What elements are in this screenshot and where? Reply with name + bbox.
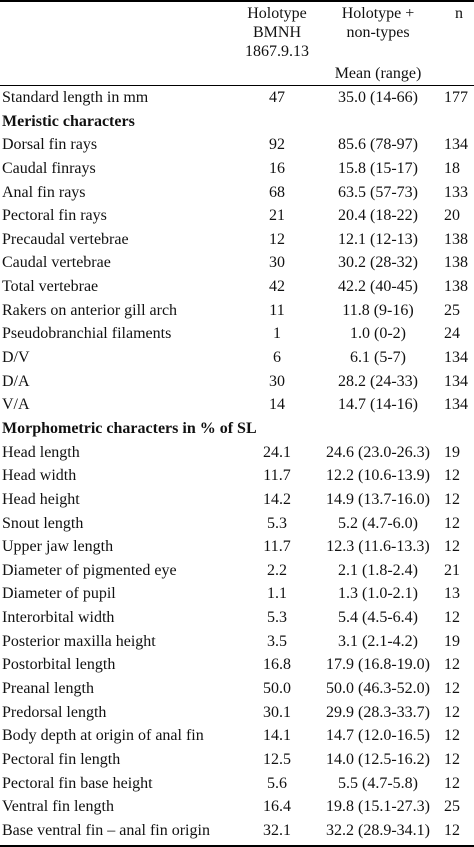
header-holotype-line3: 1867.9.13 xyxy=(245,43,309,60)
holotype-value: 21 xyxy=(269,207,285,225)
sample-size-value: 177 xyxy=(444,89,468,106)
table-row xyxy=(0,819,474,843)
bottom-rule xyxy=(0,845,474,847)
mean-range-value: 17.9 (16.8-19.0) xyxy=(326,656,430,674)
mean-range-value: 42.2 (40-45) xyxy=(338,278,418,296)
sample-size-value: 133 xyxy=(444,183,468,201)
mean-range-value: 14.7 (14-16) xyxy=(338,396,418,414)
table-row xyxy=(0,204,474,228)
sample-size-value: 12 xyxy=(444,514,460,532)
holotype-value: 12.5 xyxy=(263,750,291,768)
character-label: Rakers on anterior gill arch xyxy=(2,301,178,319)
character-label: Ventral fin length xyxy=(2,798,114,816)
character-label: Diameter of pupil xyxy=(2,585,116,603)
character-label: Upper jaw length xyxy=(2,538,114,556)
mean-range-value: 20.4 (18-22) xyxy=(338,207,418,225)
mean-range-value: 12.3 (11.6-13.3) xyxy=(326,538,430,556)
section-heading-row xyxy=(0,110,474,134)
table-row xyxy=(0,86,474,110)
character-label: Head height xyxy=(2,490,80,508)
holotype-value: 68 xyxy=(269,183,285,201)
holotype-value: 16.4 xyxy=(263,798,291,816)
sample-size-value: 19 xyxy=(444,632,460,650)
table-row xyxy=(0,393,474,417)
character-label: Pectoral fin base height xyxy=(2,774,153,792)
mean-range-value: 6.1 (5-7) xyxy=(350,349,406,367)
table-row xyxy=(0,724,474,748)
mean-range-value: 29.9 (28.3-33.7) xyxy=(326,703,430,721)
character-label: Pectoral fin rays xyxy=(2,207,107,225)
sample-size-value: 12 xyxy=(444,467,460,485)
sample-size-value: 18 xyxy=(444,159,460,177)
character-label: Standard length in mm xyxy=(2,89,149,106)
table-row xyxy=(0,653,474,677)
holotype-value: 50.0 xyxy=(263,680,291,698)
table-row xyxy=(0,299,474,323)
character-label: Anal fin rays xyxy=(2,183,86,201)
sample-size-value: 12 xyxy=(444,821,460,839)
character-label: Body depth at origin of anal fin xyxy=(2,727,204,745)
holotype-value: 11.7 xyxy=(263,467,291,485)
mean-range-value: 30.2 (28-32) xyxy=(338,254,418,272)
holotype-value: 14.2 xyxy=(263,490,291,508)
mean-range-value: 1.3 (1.0-2.1) xyxy=(338,585,418,603)
table-row xyxy=(0,748,474,772)
mean-range-value: 12.1 (12-13) xyxy=(338,230,418,248)
holotype-value: 42 xyxy=(269,278,285,296)
sample-size-value: 12 xyxy=(444,609,460,627)
sample-size-value: 12 xyxy=(444,490,460,508)
header-holotype-nontypes xyxy=(318,4,438,42)
mean-range-value: 5.2 (4.7-6.0) xyxy=(338,514,418,532)
character-label: Pectoral fin length xyxy=(2,750,121,768)
sample-size-value: 138 xyxy=(444,278,468,296)
holotype-value: 11.7 xyxy=(263,538,291,556)
holotype-value: 5.6 xyxy=(267,774,287,792)
mean-range-value: 19.8 (15.1-27.3) xyxy=(326,798,430,816)
table-body xyxy=(0,86,474,843)
header-holotype-line2: BMNH xyxy=(252,24,301,41)
holotype-value: 5.3 xyxy=(267,514,287,532)
character-label: Caudal finrays xyxy=(2,159,96,177)
character-label: D/A xyxy=(2,372,30,390)
character-label: Pseudobranchial filaments xyxy=(2,325,172,343)
table-row xyxy=(0,795,474,819)
sample-size-value: 12 xyxy=(444,538,460,556)
holotype-value: 1 xyxy=(273,325,281,343)
table-row xyxy=(0,677,474,701)
sample-size-value: 134 xyxy=(444,136,468,154)
sample-size-value: 134 xyxy=(444,372,468,390)
mean-range-value: 14.7 (12.0-16.5) xyxy=(326,727,430,745)
holotype-value: 14.1 xyxy=(263,727,291,745)
header-nontypes-line1: Holotype + xyxy=(341,5,415,22)
mean-range-value: 28.2 (24-33) xyxy=(338,372,418,390)
holotype-value: 30 xyxy=(269,372,285,390)
table-row xyxy=(0,630,474,654)
header-nontypes-line2: non-types xyxy=(346,24,410,41)
character-label: Postorbital length xyxy=(2,656,116,674)
sample-size-value: 13 xyxy=(444,585,460,603)
mean-range-value: 14.9 (13.7-16.0) xyxy=(326,490,430,508)
character-label: Caudal vertebrae xyxy=(2,254,111,272)
table-row xyxy=(0,512,474,536)
mean-range-value: 11.8 (9-16) xyxy=(342,301,414,319)
mean-range-value: 12.2 (10.6-13.9) xyxy=(326,467,430,485)
table-row xyxy=(0,322,474,346)
table-row xyxy=(0,275,474,299)
holotype-value: 30 xyxy=(269,254,285,272)
table-row xyxy=(0,441,474,465)
mean-range-value: 15.8 (15-17) xyxy=(338,159,418,177)
character-label: Base ventral fin – anal fin origin xyxy=(2,821,210,839)
header-holotype-line1: Holotype xyxy=(247,5,307,22)
sample-size-value: 134 xyxy=(444,349,468,367)
character-label: Interorbital width xyxy=(2,609,115,627)
character-label: Dorsal fin rays xyxy=(2,136,98,154)
mean-range-value: 32.2 (28.9-34.1) xyxy=(326,821,430,839)
section-heading: Morphometric characters in % of SL xyxy=(2,419,257,437)
sample-size-value: 134 xyxy=(444,396,468,414)
sample-size-value: 12 xyxy=(444,656,460,674)
table-row xyxy=(0,701,474,725)
character-label: D/V xyxy=(2,349,30,367)
mean-range-value: 35.0 (14-66) xyxy=(338,89,418,106)
header-mean-range: Mean (range) xyxy=(334,65,422,82)
table-row xyxy=(0,559,474,583)
table-row xyxy=(0,535,474,559)
character-label: Posterior maxilla height xyxy=(2,632,156,650)
character-label: V/A xyxy=(2,396,30,414)
sample-size-value: 24 xyxy=(444,325,460,343)
sample-size-value: 12 xyxy=(444,680,460,698)
sample-size-value: 12 xyxy=(444,774,460,792)
sample-size-value: 138 xyxy=(444,230,468,248)
mean-range-value: 85.6 (78-97) xyxy=(338,136,418,154)
character-label: Head width xyxy=(2,467,77,485)
section-heading-row xyxy=(0,417,474,441)
table-row xyxy=(0,582,474,606)
character-label: Diameter of pigmented eye xyxy=(2,561,177,579)
holotype-value: 14 xyxy=(269,396,285,414)
table-row xyxy=(0,346,474,370)
holotype-value: 2.2 xyxy=(267,561,287,579)
mean-range-value: 14.0 (12.5-16.2) xyxy=(326,750,430,768)
holotype-value: 16.8 xyxy=(263,656,291,674)
table-row xyxy=(0,606,474,630)
sample-size-value: 21 xyxy=(444,561,460,579)
holotype-value: 11 xyxy=(269,301,285,319)
table-row xyxy=(0,772,474,796)
mean-range-value: 3.1 (2.1-4.2) xyxy=(338,632,418,650)
character-label: Snout length xyxy=(2,514,84,532)
sample-size-value: 25 xyxy=(444,301,460,319)
character-label: Predorsal length xyxy=(2,703,107,721)
mean-range-value: 2.1 (1.8-2.4) xyxy=(338,561,418,579)
holotype-value: 6 xyxy=(273,349,281,367)
character-label: Total vertebrae xyxy=(2,278,99,296)
section-heading: Meristic characters xyxy=(2,112,135,130)
holotype-value: 30.1 xyxy=(263,703,291,721)
holotype-value: 12 xyxy=(269,230,285,248)
table-row xyxy=(0,370,474,394)
top-rule xyxy=(0,0,474,2)
sample-size-value: 12 xyxy=(444,727,460,745)
mean-range-value: 50.0 (46.3-52.0) xyxy=(326,680,430,698)
mean-range-value: 24.6 (23.0-26.3) xyxy=(326,443,430,461)
mean-range-value: 5.5 (4.7-5.8) xyxy=(338,774,418,792)
table-row xyxy=(0,228,474,252)
sample-size-value: 25 xyxy=(444,798,460,816)
sample-size-value: 12 xyxy=(444,703,460,721)
sample-size-value: 19 xyxy=(444,443,460,461)
holotype-value: 24.1 xyxy=(263,443,291,461)
character-label: Preanal length xyxy=(2,680,94,698)
table-row xyxy=(0,464,474,488)
header-holotype xyxy=(234,4,320,61)
table-row xyxy=(0,181,474,205)
table-row xyxy=(0,251,474,275)
header-n: n xyxy=(455,5,463,22)
holotype-value: 5.3 xyxy=(267,609,287,627)
mean-range-value: 1.0 (0-2) xyxy=(350,325,406,343)
table-row xyxy=(0,157,474,181)
holotype-value: 47 xyxy=(269,89,285,106)
holotype-value: 16 xyxy=(269,159,285,177)
character-label: Precaudal vertebrae xyxy=(2,230,129,248)
holotype-value: 92 xyxy=(269,136,285,154)
sample-size-value: 20 xyxy=(444,207,460,225)
mean-range-value: 63.5 (57-73) xyxy=(338,183,418,201)
table-row xyxy=(0,133,474,157)
sample-size-value: 12 xyxy=(444,750,460,768)
holotype-value: 3.5 xyxy=(267,632,287,650)
holotype-value: 1.1 xyxy=(267,585,287,603)
holotype-value: 32.1 xyxy=(263,821,291,839)
table-row xyxy=(0,488,474,512)
character-label: Head length xyxy=(2,443,80,461)
mean-range-value: 5.4 (4.5-6.4) xyxy=(338,609,418,627)
sample-size-value: 138 xyxy=(444,254,468,272)
